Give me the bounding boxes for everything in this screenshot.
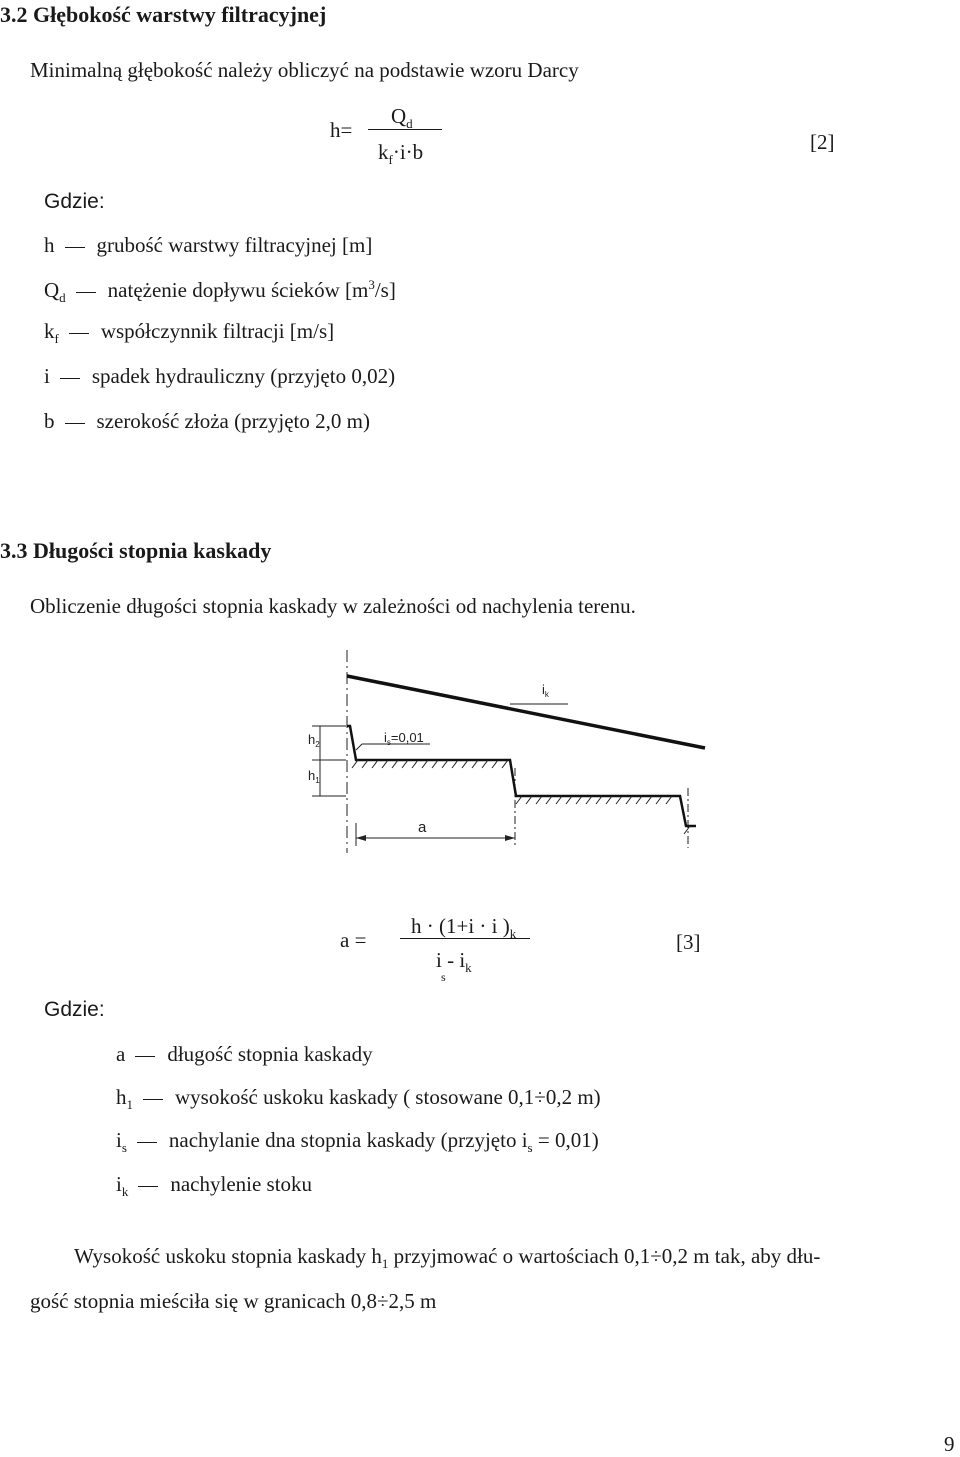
definition-h: h grubość warstwy filtracyjnej [m]	[44, 233, 373, 257]
cascade-denominator-sub-s: s	[441, 970, 446, 984]
definition-b: b szerokość złoża (przyjęto 2,0 m)	[44, 409, 370, 433]
formula-denominator: $k_f\cdot i\cdot b$	[378, 140, 424, 168]
section-heading-3-3: 3.3 Długości stopnia kaskady	[0, 538, 272, 563]
cascade-diagram	[300, 648, 720, 858]
label-a: a	[418, 819, 427, 836]
where-label-2: Gdzie:	[44, 998, 105, 1021]
cascade-formula-denominator: i - $i_k$	[436, 948, 472, 976]
label-ik: $i_k$	[542, 682, 549, 699]
cascade-fraction-bar	[400, 938, 530, 939]
definition-h1: $h_1$ wysokość uskoku kaskady ( stosowane 0,1÷0,2 m)	[116, 1085, 601, 1113]
label-h2: $h_2$	[308, 732, 320, 749]
page-number: 9	[944, 1432, 955, 1456]
closing-paragraph-line-2: gość stopnia mieściła się w granicach 0,8÷2,5 m	[30, 1289, 437, 1313]
definition-kf: $k_f$ współczynnik filtracji [m/s]	[44, 319, 335, 347]
definition-is: $i_s$ nachylanie dna stopnia kaskady (przyjęto $i_s = 0,01$)	[116, 1128, 599, 1156]
section-intro-3-2: Minimalną głębokość należy obliczyć na podstawie wzoru Darcy	[30, 58, 579, 82]
where-label: Gdzie:	[44, 190, 105, 213]
section-intro-3-3: Obliczenie długości stopnia kaskady w zależności od nachylenia terenu.	[30, 594, 636, 618]
section-heading-3-2: 3.2 Głębokość warstwy filtracyjnej	[0, 2, 327, 27]
cascade-formula-lhs: a =	[340, 928, 367, 952]
definition-i: i spadek hydrauliczny (przyjęto 0,02)	[44, 364, 396, 388]
definition-ik: $i_k$ nachylenie stoku	[116, 1172, 313, 1200]
cascade-formula-reference: [3]	[676, 930, 701, 954]
closing-paragraph-line-1: Wysokość uskoku stopnia kaskady $h_1$ przyjmować o wartościach 0,1÷0,2 m tak, aby dłu-	[74, 1244, 821, 1272]
formula-numerator: $Q_d$	[391, 104, 413, 132]
cascade-formula-numerator: h · (1+i · i )$_k$	[411, 914, 517, 942]
formula-lhs: h=	[330, 118, 353, 142]
label-is: $i_s=0,01$	[384, 730, 424, 747]
formula-reference: [2]	[810, 130, 835, 154]
label-h1: $h_1$	[308, 768, 320, 785]
definition-a: a długość stopnia kaskady	[116, 1042, 373, 1066]
definition-qd: $Q_d$ natężenie dopływu ścieków $[m^3/s]$	[44, 277, 396, 306]
fraction-bar	[368, 129, 442, 130]
